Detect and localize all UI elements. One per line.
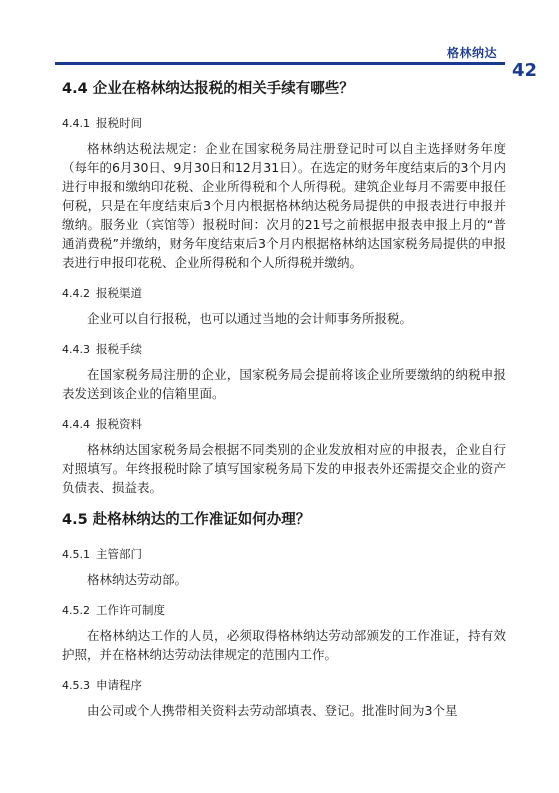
paragraph: 由公司或个人携带相关资料去劳动部填表、登记。批准时间为3个星	[87, 703, 458, 718]
subsection-title: 报税时间	[96, 116, 142, 130]
paragraph: 格林纳达税法规定：企业在国家税务局注册登记时可以自主选择财务年度（每年的6月30日、9月30日和12月31日）。在选定的财务年度结束后的3个月内进行申报和缴纳印花税、企业所得税和个人所得税。建筑企业每月不需要申报任何税，只是在年度结束后3个月内根据格林纳达税务局提供的申报表进行申报并缴纳。服务业（宾馆等）报税时间：次月的21号之前根据申报表申报上月的“普通消费税”并缴纳，财务年度结束后3个月内根据格林纳达国家税务局提供的申报表进行申报印花税、企业所得税和个人所得税并缴纳。	[62, 141, 506, 270]
subsection-number: 4.4.4	[62, 418, 90, 431]
subsection-heading	[62, 601, 506, 620]
section-title: 企业在格林纳达报税的相关手续有哪些？	[92, 81, 354, 97]
subsection-number: 4.4.1	[62, 117, 90, 130]
paragraph: 格林纳达劳动部。	[87, 572, 188, 587]
subsection-title: 主管部门	[96, 547, 142, 561]
subsection-heading	[62, 676, 506, 695]
subsection-heading	[62, 114, 506, 133]
subsection-heading	[62, 284, 506, 303]
subsection-number: 4.4.3	[62, 343, 90, 356]
section-number: 4.4	[62, 81, 88, 97]
section-heading-4-4	[62, 78, 506, 100]
page-body	[62, 78, 506, 732]
subsection-title: 报税手续	[96, 342, 142, 356]
subsection-title: 报税资料	[96, 417, 142, 431]
section-number: 4.5	[62, 512, 88, 528]
subsection-number: 4.4.2	[62, 287, 90, 300]
header-rule	[55, 62, 505, 65]
section-title: 赴格林纳达的工作准证如何办理？	[92, 512, 311, 528]
paragraph: 在国家税务局注册的企业，国家税务局会提前将该企业所要缴纳的纳税申报表发送到该企业的信箱里面。	[62, 367, 506, 401]
subsection-title: 报税渠道	[96, 286, 142, 300]
subsection-title: 工作许可制度	[96, 603, 165, 617]
subsection-number: 4.5.1	[62, 548, 90, 561]
subsection-heading	[62, 340, 506, 359]
section-heading-4-5	[62, 509, 506, 531]
paragraph: 在格林纳达工作的人员，必须取得格林纳达劳动部颁发的工作准证，持有效护照，并在格林纳达劳动法律规定的范围内工作。	[62, 628, 506, 662]
paragraph: 格林纳达国家税务局会根据不同类别的企业发放相对应的申报表，企业自行对照填写。年终报税时除了填写国家税务局下发的申报表外还需提交企业的资产负债表、损益表。	[62, 442, 506, 495]
paragraph: 企业可以自行报税，也可以通过当地的会计师事务所报税。	[87, 311, 413, 326]
subsection-title: 申请程序	[96, 678, 142, 692]
running-header-title: 格林纳达	[447, 46, 498, 60]
subsection-heading	[62, 545, 506, 564]
subsection-number: 4.5.3	[62, 679, 90, 692]
subsection-heading	[62, 415, 506, 434]
page-number: 42	[512, 60, 538, 81]
subsection-number: 4.5.2	[62, 604, 90, 617]
